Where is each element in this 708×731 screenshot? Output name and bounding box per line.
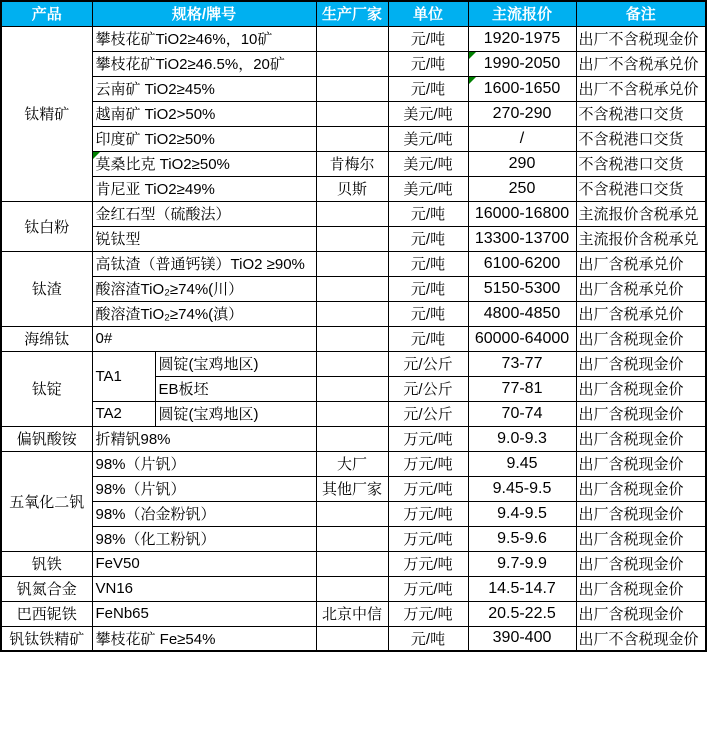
table-row — [1, 51, 706, 76]
table-row — [1, 26, 706, 51]
cell-note[interactable]: 主流报价含税承兑 — [576, 226, 706, 251]
cell-maker[interactable] — [316, 401, 388, 426]
table-row — [1, 501, 706, 526]
col-header-product[interactable]: 产品 — [1, 1, 92, 26]
table-row — [1, 301, 706, 326]
cell-note[interactable]: 出厂含税承兑价 — [576, 276, 706, 301]
cell-unit[interactable]: 美元/吨 — [388, 126, 468, 151]
cell-maker[interactable] — [316, 551, 388, 576]
cell-maker[interactable] — [316, 426, 388, 451]
table-row — [1, 251, 706, 276]
cell-price[interactable]: 9.5-9.6 — [468, 526, 576, 551]
cell-subspec[interactable]: 圆锭(宝鸡地区) — [155, 351, 316, 376]
cell-maker[interactable] — [316, 76, 388, 101]
table-row — [1, 126, 706, 151]
cell-unit[interactable]: 元/吨 — [388, 201, 468, 226]
cell-spec[interactable]: 云南矿 TiO2≥45% — [92, 76, 316, 101]
cell-unit[interactable]: 万元/吨 — [388, 451, 468, 476]
cell-product[interactable]: 钒钛铁精矿 — [1, 626, 92, 651]
cell-spec[interactable]: 酸溶渣TiO₂≥74%(川） — [92, 276, 316, 301]
cell-grade[interactable]: TA1 — [92, 351, 155, 401]
cell-price[interactable]: 70-74 — [468, 401, 576, 426]
cell-spec[interactable]: 攀枝花矿 Fe≥54% — [92, 626, 316, 651]
cell-unit[interactable]: 万元/吨 — [388, 526, 468, 551]
col-header-price[interactable]: 主流报价 — [468, 1, 576, 26]
table-row — [1, 576, 706, 601]
cell-unit[interactable]: 元/吨 — [388, 76, 468, 101]
cell-maker[interactable]: 其他厂家 — [316, 476, 388, 501]
cell-unit[interactable]: 元/吨 — [388, 301, 468, 326]
cell-maker[interactable]: 肯梅尔 — [316, 151, 388, 176]
cell-price[interactable]: 13300-13700 — [468, 226, 576, 251]
cell-spec[interactable]: 金红石型（硫酸法） — [92, 201, 316, 226]
cell-unit[interactable]: 万元/吨 — [388, 551, 468, 576]
table-row — [1, 351, 706, 376]
table-row — [1, 276, 706, 301]
cell-price[interactable]: / — [468, 126, 576, 151]
cell-spec[interactable]: 锐钛型 — [92, 226, 316, 251]
cell-note[interactable]: 出厂含税承兑价 — [576, 251, 706, 276]
table-row — [1, 426, 706, 451]
cell-price[interactable]: 14.5-14.7 — [468, 576, 576, 601]
cell-product[interactable]: 偏钒酸铵 — [1, 426, 92, 451]
cell-unit[interactable]: 元/公斤 — [388, 351, 468, 376]
cell-product[interactable]: 巴西铌铁 — [1, 601, 92, 626]
cell-maker[interactable] — [316, 276, 388, 301]
cell-maker[interactable] — [316, 26, 388, 51]
cell-spec[interactable]: 高钛渣（普通钙镁）TiO2 ≥90% — [92, 251, 316, 276]
cell-subspec[interactable]: 圆锭(宝鸡地区) — [155, 401, 316, 426]
cell-note[interactable]: 出厂含税现金价 — [576, 501, 706, 526]
cell-price[interactable]: 390-400 — [468, 626, 576, 651]
cell-product[interactable]: 钒氮合金 — [1, 576, 92, 601]
table-row — [1, 626, 706, 651]
cell-note[interactable]: 不含税港口交货 — [576, 101, 706, 126]
cell-spec[interactable]: 肯尼亚 TiO2≥49% — [92, 176, 316, 201]
cell-note[interactable]: 出厂含税现金价 — [576, 426, 706, 451]
cell-product[interactable]: 海绵钛 — [1, 326, 92, 351]
table-row — [1, 176, 706, 201]
cell-note[interactable]: 出厂含税现金价 — [576, 551, 706, 576]
cell-maker[interactable] — [316, 526, 388, 551]
cell-maker[interactable] — [316, 501, 388, 526]
cell-price[interactable]: 4800-4850 — [468, 301, 576, 326]
cell-note[interactable]: 出厂含税现金价 — [576, 576, 706, 601]
cell-spec[interactable]: 莫桑比克 TiO2≥50% — [92, 151, 316, 176]
cell-unit[interactable]: 万元/吨 — [388, 576, 468, 601]
cell-unit[interactable]: 万元/吨 — [388, 476, 468, 501]
cell-price[interactable]: 60000-64000 — [468, 326, 576, 351]
table-body — [1, 26, 706, 651]
cell-price[interactable]: 1990-2050 — [468, 51, 576, 76]
cell-unit[interactable]: 元/吨 — [388, 251, 468, 276]
cell-product[interactable]: 五氧化二钒 — [1, 451, 92, 551]
cell-note[interactable]: 出厂不含税现金价 — [576, 626, 706, 651]
cell-price[interactable]: 9.45 — [468, 451, 576, 476]
cell-unit[interactable]: 美元/吨 — [388, 176, 468, 201]
cell-price[interactable]: 20.5-22.5 — [468, 601, 576, 626]
cell-price[interactable]: 6100-6200 — [468, 251, 576, 276]
cell-spec[interactable]: 攀枝花矿TiO2≥46.5%，20矿 — [92, 51, 316, 76]
cell-note[interactable]: 出厂不含税承兑价 — [576, 51, 706, 76]
cell-grade[interactable]: TA2 — [92, 401, 155, 426]
cell-spec[interactable]: VN16 — [92, 576, 316, 601]
cell-note[interactable]: 不含税港口交货 — [576, 126, 706, 151]
col-header-note[interactable]: 备注 — [576, 1, 706, 26]
cell-unit[interactable]: 元/吨 — [388, 226, 468, 251]
cell-note[interactable]: 出厂不含税现金价 — [576, 26, 706, 51]
col-header-maker[interactable]: 生产厂家 — [316, 1, 388, 26]
cell-unit[interactable]: 元/公斤 — [388, 401, 468, 426]
error-flag-icon — [469, 52, 476, 59]
cell-note[interactable]: 不含税港口交货 — [576, 176, 706, 201]
cell-unit[interactable]: 元/吨 — [388, 51, 468, 76]
cell-unit[interactable]: 元/公斤 — [388, 376, 468, 401]
cell-note[interactable]: 出厂含税现金价 — [576, 376, 706, 401]
table-row — [1, 226, 706, 251]
cell-spec[interactable]: 98%（冶金粉钒） — [92, 501, 316, 526]
cell-maker[interactable]: 贝斯 — [316, 176, 388, 201]
cell-subspec[interactable]: EB板坯 — [155, 376, 316, 401]
table-row — [1, 476, 706, 501]
cell-maker[interactable]: 大厂 — [316, 451, 388, 476]
cell-price[interactable]: 250 — [468, 176, 576, 201]
cell-price[interactable]: 290 — [468, 151, 576, 176]
cell-maker[interactable] — [316, 326, 388, 351]
cell-maker[interactable] — [316, 226, 388, 251]
cell-spec[interactable]: 98%（片钒） — [92, 451, 316, 476]
table-row — [1, 326, 706, 351]
cell-maker[interactable] — [316, 251, 388, 276]
cell-price[interactable]: 9.0-9.3 — [468, 426, 576, 451]
cell-spec[interactable]: 折精钒98% — [92, 426, 316, 451]
cell-product[interactable]: 钛渣 — [1, 251, 92, 326]
col-header-unit[interactable]: 单位 — [388, 1, 468, 26]
error-flag-icon — [469, 77, 476, 84]
cell-price[interactable]: 5150-5300 — [468, 276, 576, 301]
cell-price[interactable]: 1920-1975 — [468, 26, 576, 51]
cell-unit[interactable]: 元/吨 — [388, 276, 468, 301]
cell-unit[interactable]: 万元/吨 — [388, 426, 468, 451]
cell-maker[interactable] — [316, 51, 388, 76]
cell-price[interactable]: 77-81 — [468, 376, 576, 401]
cell-unit[interactable]: 万元/吨 — [388, 601, 468, 626]
cell-maker[interactable] — [316, 126, 388, 151]
table-row — [1, 201, 706, 226]
cell-maker[interactable] — [316, 351, 388, 376]
error-flag-icon — [93, 152, 100, 159]
cell-product[interactable]: 钒铁 — [1, 551, 92, 576]
cell-maker[interactable] — [316, 101, 388, 126]
cell-unit[interactable]: 万元/吨 — [388, 501, 468, 526]
cell-maker[interactable] — [316, 576, 388, 601]
cell-maker[interactable]: 北京中信 — [316, 601, 388, 626]
cell-price[interactable]: 73-77 — [468, 351, 576, 376]
cell-spec[interactable]: 越南矿 TiO2>50% — [92, 101, 316, 126]
cell-maker[interactable] — [316, 301, 388, 326]
cell-spec[interactable]: 98%（化工粉钒） — [92, 526, 316, 551]
cell-spec[interactable]: 攀枝花矿TiO2≥46%，10矿 — [92, 26, 316, 51]
table-row — [1, 76, 706, 101]
cell-spec[interactable]: 0# — [92, 326, 316, 351]
cell-price[interactable]: 270-290 — [468, 101, 576, 126]
table-row — [1, 551, 706, 576]
cell-spec[interactable]: 98%（片钒） — [92, 476, 316, 501]
cell-price[interactable]: 9.45-9.5 — [468, 476, 576, 501]
cell-product[interactable]: 钛锭 — [1, 351, 92, 426]
cell-product[interactable]: 钛白粉 — [1, 201, 92, 251]
cell-maker[interactable] — [316, 201, 388, 226]
cell-spec[interactable]: 印度矿 TiO2≥50% — [92, 126, 316, 151]
table-row — [1, 601, 706, 626]
cell-maker[interactable] — [316, 376, 388, 401]
cell-unit[interactable]: 元/吨 — [388, 626, 468, 651]
table-row — [1, 101, 706, 126]
cell-spec[interactable]: 酸溶渣TiO₂≥74%(滇） — [92, 301, 316, 326]
cell-note[interactable]: 出厂含税现金价 — [576, 451, 706, 476]
cell-unit[interactable]: 美元/吨 — [388, 101, 468, 126]
cell-spec[interactable]: FeV50 — [92, 551, 316, 576]
cell-note[interactable]: 主流报价含税承兑 — [576, 201, 706, 226]
table-row — [1, 401, 706, 426]
cell-note[interactable]: 出厂含税现金价 — [576, 401, 706, 426]
cell-unit[interactable]: 美元/吨 — [388, 151, 468, 176]
table-row — [1, 451, 706, 476]
header-row — [1, 1, 706, 26]
cell-note[interactable]: 出厂含税现金价 — [576, 351, 706, 376]
cell-maker[interactable] — [316, 626, 388, 651]
cell-price[interactable]: 1600-1650 — [468, 76, 576, 101]
cell-note[interactable]: 出厂含税现金价 — [576, 526, 706, 551]
cell-spec[interactable]: FeNb65 — [92, 601, 316, 626]
cell-note[interactable]: 出厂含税承兑价 — [576, 301, 706, 326]
cell-note[interactable]: 出厂含税现金价 — [576, 326, 706, 351]
cell-note[interactable]: 出厂含税现金价 — [576, 476, 706, 501]
cell-price[interactable]: 9.4-9.5 — [468, 501, 576, 526]
table-row — [1, 151, 706, 176]
cell-price[interactable]: 9.7-9.9 — [468, 551, 576, 576]
cell-note[interactable]: 不含税港口交货 — [576, 151, 706, 176]
cell-price[interactable]: 16000-16800 — [468, 201, 576, 226]
cell-unit[interactable]: 元/吨 — [388, 26, 468, 51]
cell-note[interactable]: 出厂不含税承兑价 — [576, 76, 706, 101]
cell-note[interactable]: 出厂含税现金价 — [576, 601, 706, 626]
cell-product[interactable]: 钛精矿 — [1, 26, 92, 201]
cell-unit[interactable]: 元/吨 — [388, 326, 468, 351]
col-header-spec[interactable]: 规格/牌号 — [92, 1, 316, 26]
table-row — [1, 526, 706, 551]
